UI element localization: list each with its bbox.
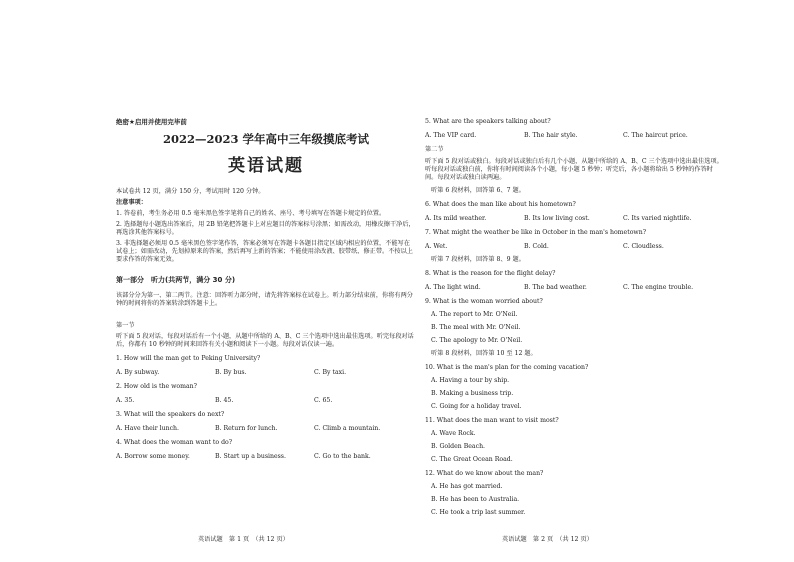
section2-heading: 第二节 <box>425 146 444 153</box>
option: A. The light wind. <box>425 284 481 291</box>
subject-title: 英语试题 <box>228 156 304 176</box>
question-6-options <box>425 215 725 223</box>
question-2-options <box>116 397 416 405</box>
option: A. Borrow some money. <box>116 453 190 460</box>
option: C. Climb a mountain. <box>314 425 381 432</box>
question-1: 1. How will the man get to Peking University? <box>116 355 261 362</box>
part1-intro: 该部分分为第一、第二两节。注意：回答听力部分时，请先将答案标在试卷上。听力部分结束前，你将有两分钟的时间将你的答案转涂到答题卡上。 <box>116 292 413 307</box>
listening-note: 听第 6 段材料，回答第 6、7 题。 <box>431 187 525 194</box>
question-4: 4. What does the woman want to do? <box>116 439 233 446</box>
option: C. The Great Ocean Road. <box>431 456 513 463</box>
question-5-options <box>425 132 725 140</box>
question-11: 11. What does the man want to visit most? <box>425 417 559 424</box>
exam-title: 2022—2023 学年高中三年级摸底考试 <box>162 132 370 146</box>
option: B. Start up a business. <box>215 453 286 460</box>
listening-note: 听第 8 段材料，回答第 10 至 12 题。 <box>431 350 537 357</box>
question-7-options <box>425 243 725 251</box>
option: B. Its low living cost. <box>524 215 590 222</box>
option: A. The VIP card. <box>425 132 477 139</box>
question-2: 2. How old is the woman? <box>116 383 197 390</box>
question-9: 9. What is the woman worried about? <box>425 298 543 305</box>
notice-heading: 注意事项： <box>116 199 147 206</box>
option: B. Cold. <box>524 243 549 250</box>
option: B. The hair style. <box>524 132 578 139</box>
option: C. Go to the bank. <box>314 453 371 460</box>
question-3-options <box>116 425 416 433</box>
exam-intro: 本试卷共 12 页，满分 150 分，考试用时 120 分钟。 <box>116 188 265 195</box>
option: A. Its mild weather. <box>425 215 487 222</box>
section1-intro: 听下面 5 段对话，每段对话后有一个小题，从题中所给的 A、B、C 三个选项中选出最佳选项。听完每段对话后，你都有 10 秒钟的时间来回答有关小题和阅读下一小题。每段对话仅读一遍。 <box>116 333 414 348</box>
question-5: 5. What are the speakers talking about? <box>425 118 551 125</box>
page-footer-1: 英语试题 第 1 页 （共 12 页） <box>198 536 289 543</box>
notice-item: 1. 答卷前，考生务必用 0.5 毫米黑色签字笔将自己的姓名、座号、考号填写在答题卡规定的位置。 <box>116 210 386 217</box>
option: C. The engine trouble. <box>623 284 694 291</box>
page-footer-2: 英语试题 第 2 页 （共 12 页） <box>502 536 593 543</box>
option: B. By bus. <box>215 369 247 376</box>
option: A. Wet. <box>425 243 448 250</box>
question-4-options <box>116 453 416 461</box>
option: B. Making a business trip. <box>431 390 514 397</box>
option: B. The bad weather. <box>524 284 587 291</box>
option: C. 65. <box>314 397 333 404</box>
option: B. 45. <box>215 397 234 404</box>
question-1-options <box>116 369 416 377</box>
option: C. By taxi. <box>314 369 347 376</box>
question-10: 10. What is the man's plan for the coming vacation? <box>425 364 589 371</box>
notice-item: 3. 非选择题必须用 0.5 毫米黑色签字笔作答，答案必须写在答题卡各题目指定区域内相应的位置，不能写在试卷上；如需改动，先划掉原来的答案，然后再写上新的答案；不能使用涂改液、胶带纸、修正带。不按以上要求作答的答案无效。 <box>116 240 413 263</box>
page-2 <box>425 118 725 517</box>
secret-label: 绝密★启用并使用完毕前 <box>116 118 187 126</box>
option: A. By subway. <box>116 369 160 376</box>
option: C. Cloudless. <box>623 243 664 250</box>
question-8-options <box>425 284 725 292</box>
option: A. He has got married. <box>431 483 503 490</box>
page-1 <box>116 118 416 461</box>
question-8: 8. What is the reason for the flight delay? <box>425 270 556 277</box>
option: A. 35. <box>116 397 135 404</box>
option: C. The apology to Mr. O'Neil. <box>431 337 523 344</box>
question-12: 12. What do we know about the man? <box>425 470 544 477</box>
option: B. He has been to Australia. <box>431 496 520 503</box>
question-6: 6. What does the man like about his hometown? <box>425 201 576 208</box>
option: B. Return for lunch. <box>215 425 278 432</box>
part1-heading: 第一部分 听力(共两节，满分 30 分) <box>116 276 236 284</box>
option: A. Having a tour by ship. <box>431 377 510 384</box>
option: A. Wave Rock. <box>431 430 476 437</box>
option: A. Have their lunch. <box>116 425 180 432</box>
option: B. Golden Beach. <box>431 443 486 450</box>
section2-intro: 听下面 5 段对话或独白。每段对话或独白后有几个小题，从题中所给的 A、B、C 三个选项中选出最佳选项。听每段对话或独白前，你将有时间阅读各个小题，每小题 5 秒钟；听完后，各小题将给出 5 秒钟的作答时间。每段对话或独白读两遍。 <box>425 158 723 181</box>
section1-heading: 第一节 <box>116 322 135 329</box>
listening-note: 听第 7 段材料，回答第 8、9 题。 <box>431 256 525 263</box>
option: A. The report to Mr. O'Neil. <box>431 311 518 318</box>
question-3: 3. What will the speakers do next? <box>116 411 225 418</box>
option: C. Going for a holiday travel. <box>431 403 522 410</box>
question-7: 7. What might the weather be like in October in the man's hometown? <box>425 229 647 236</box>
notice-item: 2. 选择题每小题选出答案后，用 2B 铅笔把答题卡上对应题目的答案标号涂黑；如需改动，用橡皮擦干净后，再选涂其他答案标号。 <box>116 221 415 236</box>
option: C. The haircut price. <box>623 132 688 139</box>
option: C. He took a trip last summer. <box>431 509 526 516</box>
option: B. The meal with Mr. O'Neil. <box>431 324 521 331</box>
option: C. Its varied nightlife. <box>623 215 692 222</box>
